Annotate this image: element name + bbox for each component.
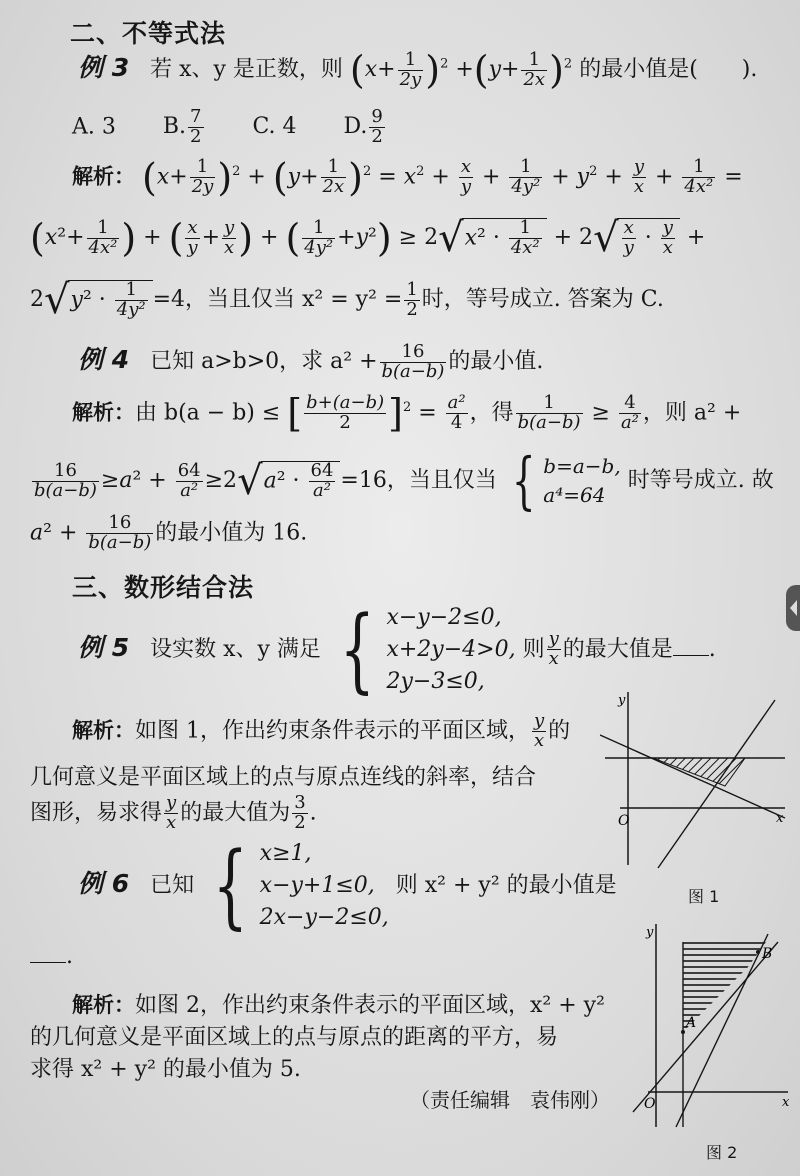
example-3-label: 例 3 <box>78 53 130 82</box>
example-4-label: 例 4 <box>78 345 130 374</box>
section-heading-inequality: 二、不等式法 <box>70 19 227 48</box>
example-3-solution-line1: 解析： (x+ $\frac{1}{2y}$ )$^2$ + (y+ $\frac{1}{2x}$ )$^2 = x^2$ + $\frac{x}{y}$ + $\frac{1}{\text{4y²}}$ + $y^2$ + $\frac{y}{x}$ + $\frac{1}{\text{4x²}}$ = <box>72 155 743 200</box>
example-3-solution-line3: 2√y² · $\frac{1}{\text{4y²}}$ =4，当且仅当 x² = y² = $\frac{1}{2}$ 时，等号成立. 答案为 C. <box>30 277 664 323</box>
option-a: A. 3 <box>72 114 116 140</box>
example-6-solution-line2: 的几何意义是平面区域上的点与原点的距离的平方，易 <box>30 1025 559 1050</box>
example-5: 例 5 设实数 x、y 满足 { x−y−2≤0, x+2y−4>0, 2y−3≤0, 则 $\frac{y}{x}$ 的最大值是 . <box>78 595 716 703</box>
example-3-stem: 若 x、y 是正数，则 <box>150 57 343 82</box>
example-3-options: A. 3 B. $\frac{7}{2}$ C. 4 D. $\frac{9}{2}$ <box>72 106 383 147</box>
figure-2 <box>628 922 798 1132</box>
figure-2-caption: 图 2 <box>706 1143 738 1162</box>
example-5-solution-line1: 解析：如图 1，作出约束条件表示的平面区域， $\frac{y}{x}$ 的 <box>72 710 571 751</box>
example-6-solution-line3: 求得 x² + y² 的最小值为 5. <box>30 1057 301 1082</box>
svg-text:O: O <box>644 1096 656 1112</box>
example-6-solution-line1: 解析：如图 2，作出约束条件表示的平面区域，x² + y² <box>72 993 605 1018</box>
example-5-solution-line3: 图形，易求得 $\frac{y}{x}$ 的最大值为 $\frac{3}{2}$ . <box>30 792 317 833</box>
svg-text:y: y <box>646 925 654 940</box>
option-b: B. <box>162 114 187 140</box>
editor-credit: （责任编辑 袁伟刚） <box>410 1088 610 1112</box>
figure-1 <box>600 690 790 870</box>
example-4-solution-line1: 解析：由 b(a − b) ≤ [ $\frac{b+(a-b)}{2}$ ]$^2$ = $\frac{\text{a²}}{4}$ ，得 $\frac{1}{b(a-b)}$ ≥ $\frac{4}{\text{a²}}$ ，则 a² + <box>72 391 742 436</box>
example-4-solution-line2: $\frac{16}{b(a-b)}$ ≥a² + $\frac{64}{\text{a²}}$ ≥2√a² · $\frac{64}{\text{a²}}$ =16，当且仅当 { b=a−b, a⁴=64 时等号成立. 故 <box>34 444 774 517</box>
svg-text:x: x <box>782 1095 790 1110</box>
example-3-tail: 的最小值是( ). <box>579 57 758 82</box>
page-turn-tab[interactable] <box>786 585 800 631</box>
example-5-solution-line2: 几何意义是平面区域上的点与原点连线的斜率，结合 <box>30 765 537 790</box>
svg-text:B: B <box>762 946 773 962</box>
svg-text:x: x <box>776 811 784 826</box>
feasible-region <box>653 758 745 786</box>
example-6-label: 例 6 <box>78 868 130 898</box>
example-3: 例 3 若 x、y 是正数，则 (x+ $\frac{1}{2y}$ )$^2$ +(y+ $\frac{1}{2x}$ )$^2$ 的最小值是( ). <box>78 48 758 92</box>
example-6: 例 6 已知 { x≥1, x−y+1≤0, 2x−y−2≤0, 则 x² + y² 的最小值是 <box>78 831 617 939</box>
option-d: D. <box>343 114 368 140</box>
svg-text:A: A <box>686 1015 697 1031</box>
example-3-solution-line2: (x²+ $\frac{1}{\text{4x²}}$ ) + ( $\frac{x}{y}$ + $\frac{y}{x}$ ) + ( $\frac{1}{\text{4y²}}$ +y²) ≥ 2√x² · $\frac{1}{\text{4x²}}$ + 2√ $\frac{x}{y}$ · $\frac{y}{x}$ + <box>30 215 706 261</box>
svg-text:y: y <box>618 693 626 708</box>
solution-label: 解析： <box>72 164 135 189</box>
example-6-blank: . <box>30 944 73 969</box>
svg-text:O: O <box>618 813 630 829</box>
line-x-minus-y-2 <box>658 700 775 868</box>
section-heading-graphical: 三、数形结合法 <box>72 573 255 602</box>
example-4-conclusion: a² + $\frac{16}{b(a-b)}$ 的最小值为 16. <box>30 512 308 553</box>
figure-1-caption: 图 1 <box>688 887 720 906</box>
example-5-label: 例 5 <box>78 632 130 662</box>
option-c: C. 4 <box>252 114 297 140</box>
example-4: 例 4 已知 a>b>0，求 a² + $\frac{16}{b(a-b)}$ 的最小值. <box>78 340 544 382</box>
